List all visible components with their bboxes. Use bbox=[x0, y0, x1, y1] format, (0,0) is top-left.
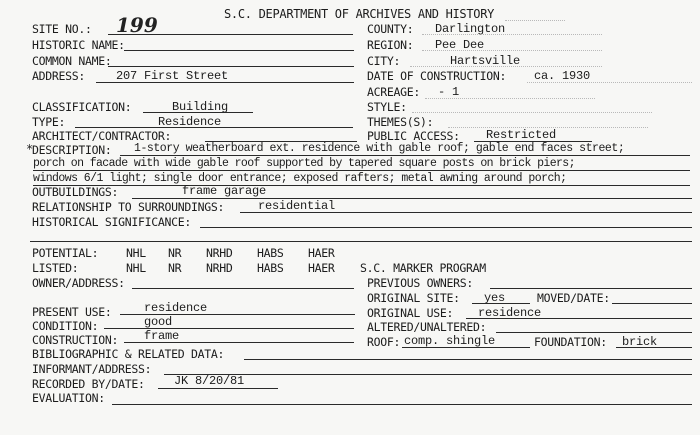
public-access-value: Restricted bbox=[486, 128, 557, 142]
architect-label: ARCHITECT/CONTRACTOR: bbox=[32, 129, 172, 143]
bibliographic-label: BIBLIOGRAPHIC & RELATED DATA: bbox=[32, 347, 225, 361]
description-label: DESCRIPTION: bbox=[32, 143, 112, 157]
original-site-line bbox=[472, 303, 530, 304]
foundation-line bbox=[616, 347, 692, 348]
original-use-line bbox=[466, 318, 692, 319]
acreage-value: - 1 bbox=[438, 85, 460, 99]
construction-line bbox=[124, 342, 354, 343]
recorded-line bbox=[158, 388, 278, 389]
moved-date-line bbox=[612, 303, 692, 304]
roof-line bbox=[402, 347, 530, 348]
recorded-value: JK 8/20/81 bbox=[174, 374, 245, 388]
county-label: COUNTY: bbox=[367, 22, 414, 36]
acreage-dots bbox=[425, 98, 595, 99]
city-value: Hartsville bbox=[450, 54, 521, 68]
style-label: STYLE: bbox=[367, 100, 407, 114]
owner-label: OWNER/ADDRESS: bbox=[32, 276, 125, 290]
address-label: ADDRESS: bbox=[32, 69, 85, 83]
outbuildings-label: OUTBUILDINGS: bbox=[32, 185, 119, 199]
county-value: Darlington bbox=[435, 22, 506, 36]
construction-label: CONSTRUCTION: bbox=[32, 333, 119, 347]
site-no-line bbox=[108, 34, 353, 35]
evaluation-line bbox=[112, 404, 692, 405]
potential-nrhd: NRHD bbox=[206, 246, 233, 260]
themes-label: THEMES(S): bbox=[367, 115, 434, 129]
original-site-label: ORIGINAL SITE: bbox=[367, 291, 460, 305]
present-use-value: residence bbox=[144, 301, 208, 315]
style-dots bbox=[412, 112, 652, 113]
altered-label: ALTERED/UNALTERED: bbox=[367, 320, 487, 334]
condition-value: good bbox=[144, 315, 173, 329]
outbuildings-value: frame garage bbox=[182, 184, 267, 198]
condition-line bbox=[104, 328, 354, 329]
owner-line bbox=[132, 288, 354, 289]
moved-date-label: MOVED/DATE: bbox=[537, 291, 610, 305]
roof-label: ROOF: bbox=[367, 335, 401, 349]
listed-nhl: NHL bbox=[126, 261, 146, 275]
type-label: TYPE: bbox=[32, 115, 66, 129]
description-rule-2 bbox=[33, 170, 690, 171]
date-construction-label: DATE OF CONSTRUCTION: bbox=[367, 69, 507, 83]
relationship-label: RELATIONSHIP TO SURROUNDINGS: bbox=[32, 200, 225, 214]
foundation-label: FOUNDATION: bbox=[534, 335, 607, 349]
bibliographic-line bbox=[244, 359, 692, 360]
type-value: Residence bbox=[158, 115, 222, 129]
previous-owners-label: PREVIOUS OWNERS: bbox=[367, 276, 473, 290]
evaluation-label: EVALUATION: bbox=[32, 391, 105, 405]
type-line bbox=[75, 127, 353, 128]
altered-line bbox=[496, 332, 692, 333]
date-dots bbox=[527, 82, 692, 83]
outbuildings-line bbox=[132, 198, 692, 199]
relationship-line bbox=[240, 212, 692, 213]
common-name-line bbox=[108, 66, 354, 67]
site-no-value: 199 bbox=[116, 13, 158, 37]
construction-value: frame bbox=[144, 329, 180, 343]
region-dots bbox=[422, 50, 602, 51]
historic-name-line bbox=[124, 50, 354, 51]
marker-program-label: S.C. MARKER PROGRAM bbox=[360, 261, 486, 275]
historic-name-label: HISTORIC NAME: bbox=[32, 38, 125, 52]
relationship-value: residential bbox=[258, 199, 336, 213]
common-name-label: COMMON NAME: bbox=[32, 54, 112, 68]
county-dots bbox=[422, 34, 602, 35]
description-line-3: windows 6/1 light; single door entrance; exposed rafters; metal awning around porch; bbox=[33, 172, 567, 185]
city-dots bbox=[410, 66, 602, 67]
listed-haer: HAER bbox=[308, 261, 335, 275]
potential-nhl: NHL bbox=[126, 246, 146, 260]
region-label: REGION: bbox=[367, 38, 414, 52]
listed-label: LISTED: bbox=[32, 261, 79, 275]
recorded-label: RECORDED BY/DATE: bbox=[32, 377, 145, 391]
previous-owners-line bbox=[490, 288, 692, 289]
site-no-label: SITE NO.: bbox=[32, 22, 92, 36]
region-value: Pee Dee bbox=[435, 38, 485, 52]
significance-line bbox=[200, 227, 692, 228]
asterisk-mark: * bbox=[26, 142, 34, 156]
present-use-label: PRESENT USE: bbox=[32, 305, 112, 319]
potential-habs: HABS bbox=[257, 246, 284, 260]
description-rule-3 bbox=[33, 185, 690, 186]
listed-nrhd: NRHD bbox=[206, 261, 233, 275]
title-dots bbox=[505, 20, 565, 21]
original-use-value: residence bbox=[478, 306, 542, 320]
condition-label: CONDITION: bbox=[32, 319, 99, 333]
date-construction-value: ca. 1930 bbox=[534, 69, 591, 83]
listed-habs: HABS bbox=[257, 261, 284, 275]
address-value: 207 First Street bbox=[116, 69, 229, 83]
potential-label: POTENTIAL: bbox=[32, 246, 99, 260]
classification-label: CLASSIFICATION: bbox=[32, 100, 132, 114]
roof-value: comp. shingle bbox=[404, 334, 496, 348]
significance-label: HISTORICAL SIGNIFICANCE: bbox=[32, 215, 191, 229]
potential-nr: NR bbox=[168, 246, 182, 260]
acreage-label: ACREAGE: bbox=[367, 85, 420, 99]
foundation-value: brick bbox=[622, 335, 658, 349]
form-title: S.C. DEPARTMENT OF ARCHIVES AND HISTORY bbox=[224, 7, 495, 21]
classification-line bbox=[143, 112, 253, 113]
original-use-label: ORIGINAL USE: bbox=[367, 306, 454, 320]
description-rule-1 bbox=[120, 155, 690, 156]
original-site-value: yes bbox=[484, 291, 506, 305]
public-access-label: PUBLIC ACCESS: bbox=[367, 129, 460, 143]
description-line-2: porch on facade with wide gable roof supported by tapered square posts on brick piers; bbox=[33, 157, 575, 170]
classification-value: Building bbox=[172, 100, 229, 114]
informant-label: INFORMANT/ADDRESS: bbox=[32, 362, 152, 376]
potential-haer: HAER bbox=[308, 246, 335, 260]
listed-nr: NR bbox=[168, 261, 182, 275]
city-label: CITY: bbox=[367, 54, 401, 68]
description-line-1: 1-story weatherboard ext. residence with gable roof; gable end faces street; bbox=[134, 142, 625, 155]
section-divider bbox=[30, 241, 692, 242]
address-line bbox=[96, 82, 354, 83]
